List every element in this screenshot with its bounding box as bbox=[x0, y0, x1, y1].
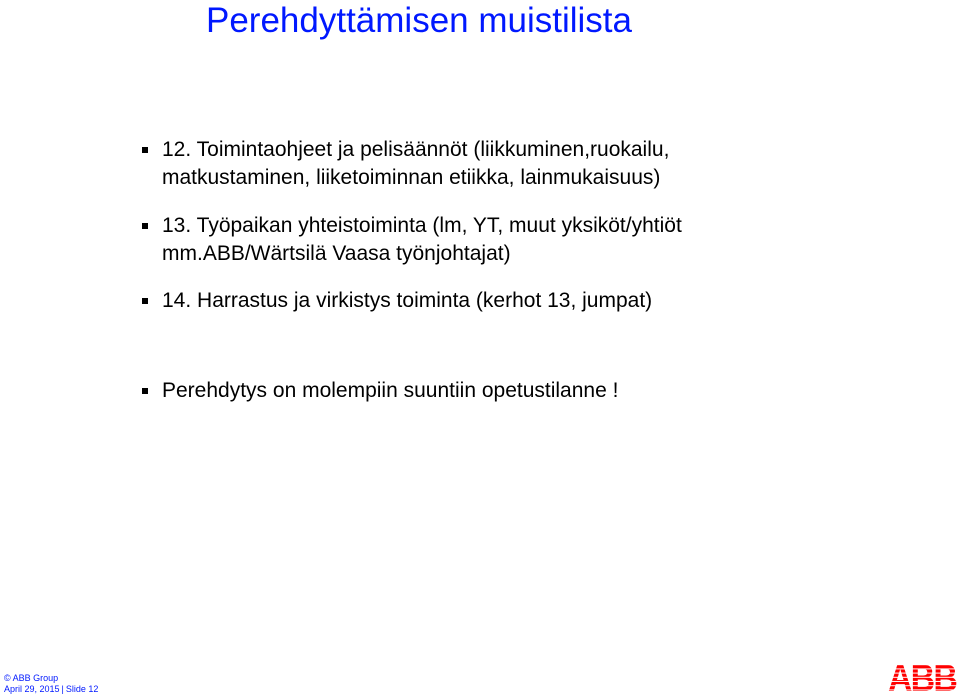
bullet-text-line: 12. Toimintaohjeet ja pelisäännöt (liikkuminen,ruokailu, bbox=[162, 138, 670, 161]
bullet-marker bbox=[142, 147, 148, 153]
bullet-item-13 bbox=[162, 212, 862, 268]
bullet-text-line: 13. Työpaikan yhteistoiminta (lm, YT, muut yksiköt/yhtiöt bbox=[162, 214, 682, 237]
footer-date-slide bbox=[4, 684, 98, 695]
bullet-item-14 bbox=[162, 287, 862, 315]
bullet-marker bbox=[142, 388, 148, 394]
footer-copyright: © ABB Group bbox=[4, 673, 59, 683]
bullet-item-summary bbox=[162, 377, 862, 405]
slide-title: Perehdyttämisen muistilista bbox=[206, 1, 632, 40]
footer-slide-number: Slide 12 bbox=[65, 684, 99, 694]
bullet-text-line: mm.ABB/Wärtsilä Vaasa työnjohtajat) bbox=[162, 242, 511, 265]
svg-text:ABB: ABB bbox=[888, 658, 957, 697]
bullet-text-line: 14. Harrastus ja virkistys toiminta (kerhot 13, jumpat) bbox=[162, 289, 653, 312]
bullet-marker bbox=[142, 223, 148, 229]
bullet-item-12 bbox=[162, 136, 862, 192]
bullet-marker bbox=[142, 298, 148, 304]
bullet-text-line: matkustaminen, liiketoiminnan etiikka, lainmukaisuus) bbox=[162, 166, 661, 189]
footer-separator: | bbox=[61, 684, 64, 694]
slide-footer bbox=[4, 673, 98, 695]
bullet-text-line: Perehdytys on molempiin suuntiin opetustilanne ! bbox=[162, 379, 619, 402]
abb-logo-icon bbox=[888, 658, 957, 697]
footer-date: April 29, 2015 bbox=[4, 684, 60, 694]
